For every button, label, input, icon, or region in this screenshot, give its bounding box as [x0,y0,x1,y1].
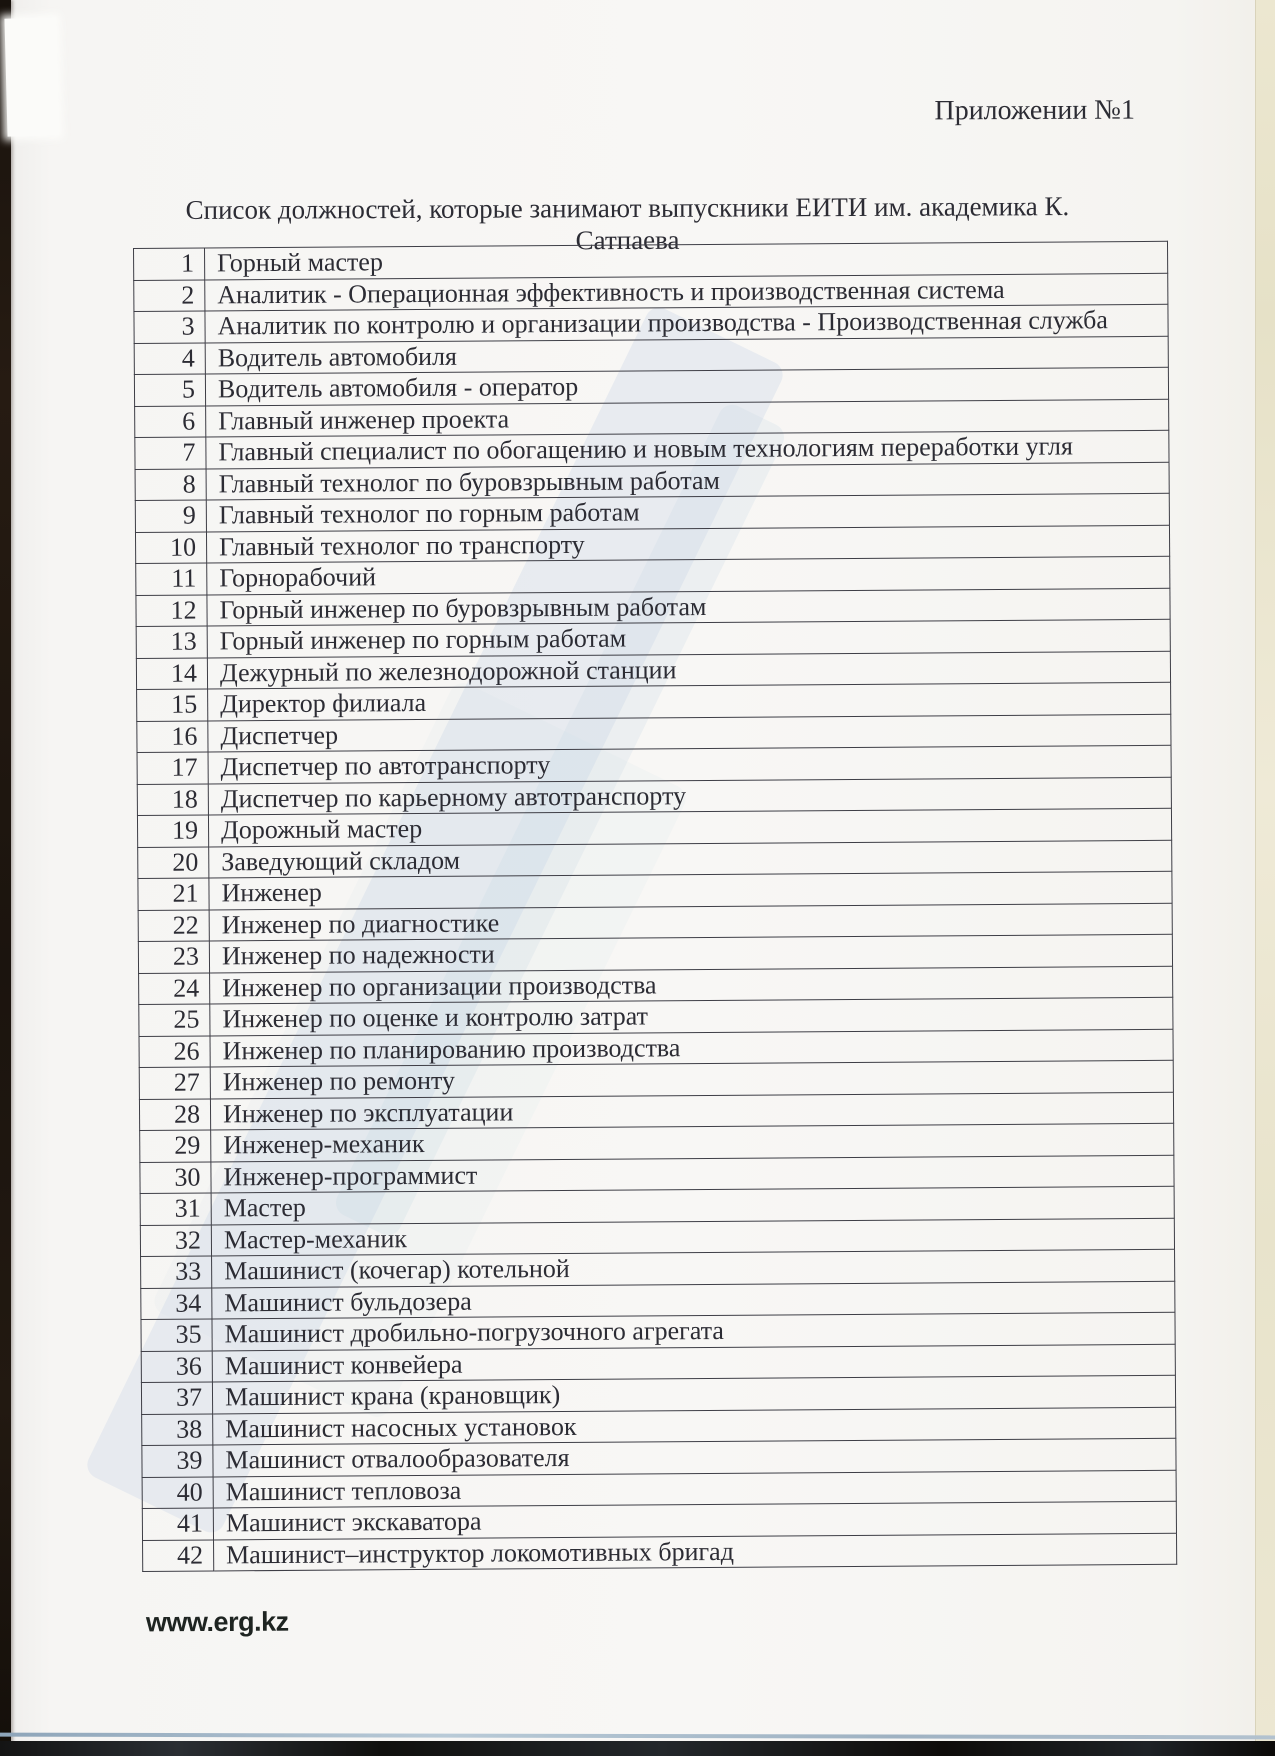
position-title-cell: Аналитик - Операционная эффективность и производственная система [205,273,1168,311]
position-title-cell: Машинист насосных установок [213,1407,1176,1445]
website-url: www.erg.kz [145,1606,289,1638]
position-title-cell: Главный инженер проекта [206,399,1169,437]
position-title-cell: Главный технолог по горным работам [206,493,1169,531]
row-number-cell: 35 [141,1319,212,1351]
position-title-cell: Диспетчер по карьерному автотранспорту [208,777,1171,815]
row-number-cell: 15 [137,689,208,721]
row-number-cell: 29 [140,1130,211,1162]
position-title-cell: Мастер-механик [211,1218,1174,1256]
row-number-cell: 16 [137,720,208,752]
row-number-cell: 12 [136,594,207,626]
row-number-cell: 18 [137,783,208,815]
position-title-cell: Машинист бульдозера [212,1281,1175,1319]
row-number-cell: 40 [142,1476,213,1508]
positions-table-body [134,241,1177,1571]
row-number-cell: 41 [142,1508,213,1540]
row-number-cell: 37 [141,1382,212,1414]
position-title-cell: Дорожный мастер [208,808,1171,846]
position-title-cell: Машинист–инструктор локомотивных бригад [214,1533,1177,1571]
position-title-cell: Машинист конвейера [212,1344,1175,1382]
row-number-cell: 20 [138,846,209,878]
row-number-cell: 26 [139,1035,210,1067]
row-number-cell: 11 [136,563,207,595]
position-title-cell: Водитель автомобиля [205,336,1168,374]
position-title-cell: Диспетчер по автотранспорту [208,745,1171,783]
position-title-cell: Инженер по планированию производства [210,1029,1173,1067]
row-number-cell: 28 [139,1098,210,1130]
position-title-cell: Инженер [209,871,1172,909]
row-number-cell: 2 [134,280,205,312]
scan-edge-right-strip [1255,0,1275,1756]
row-number-cell: 13 [136,626,207,658]
row-number-cell: 22 [138,909,209,941]
position-title-cell: Главный технолог по транспорту [206,525,1169,563]
row-number-cell: 14 [136,657,207,689]
position-title-cell: Главный технолог по буровзрывным работам [206,462,1169,500]
position-title-cell: Инженер-программист [211,1155,1174,1193]
row-number-cell: 23 [138,941,209,973]
position-title-cell: Машинист дробильно-погрузочного агрегата [212,1312,1175,1350]
row-number-cell: 6 [135,405,206,437]
position-title-cell: Заведующий складом [209,840,1172,878]
position-title-cell: Инженер-механик [211,1123,1174,1161]
position-title-cell: Горный инженер по буровзрывным работам [207,588,1170,626]
position-title-cell: Инженер по надежности [209,934,1172,972]
position-title-cell: Главный специалист по обогащению и новым технологиям переработки угля [206,430,1169,468]
row-number-cell: 25 [139,1004,210,1036]
appendix-label: Приложении №1 [934,94,1136,127]
row-number-cell: 10 [135,531,206,563]
row-number-cell: 36 [141,1350,212,1382]
scan-edge-left-strip [0,0,11,1756]
row-number-cell: 8 [135,468,206,500]
positions-table [133,241,1177,1572]
row-number-cell: 34 [141,1287,212,1319]
position-title-cell: Горный инженер по горным работам [207,619,1170,657]
position-title-cell: Инженер по диагностике [209,903,1172,941]
position-title-cell: Диспетчер [208,714,1171,752]
position-title-cell: Мастер [211,1186,1174,1224]
row-number-cell: 39 [142,1445,213,1477]
position-title-cell: Инженер по ремонту [210,1060,1173,1098]
row-number-cell: 1 [134,248,205,280]
row-number-cell: 21 [138,878,209,910]
row-number-cell: 17 [137,752,208,784]
document-title: Список должностей, которые занимают выпускники ЕИТИ им. академика К. Сатпаева [185,191,1070,256]
position-title-cell: Инженер по оценке и контролю затрат [210,997,1173,1035]
position-title-cell: Машинист крана (крановщик) [212,1375,1175,1413]
row-number-cell: 19 [137,815,208,847]
position-title-cell: Машинист (кочегар) котельной [212,1249,1175,1287]
row-number-cell: 27 [139,1067,210,1099]
row-number-cell: 32 [140,1224,211,1256]
position-title-cell: Инженер по эксплуатации [210,1092,1173,1130]
row-number-cell: 9 [135,500,206,532]
position-title-cell: Аналитик по контролю и организации производства - Производственная служба [205,304,1168,342]
row-number-cell: 30 [140,1161,211,1193]
position-title-cell: Горнорабочий [207,556,1170,594]
position-title-cell: Горный мастер [205,241,1168,279]
position-title-cell: Директор филиала [208,682,1171,720]
position-title-cell: Инженер по организации производства [210,966,1173,1004]
row-number-cell: 7 [135,437,206,469]
position-title-cell: Машинист тепловоза [213,1470,1176,1508]
scan-tape-patch [4,17,59,136]
position-title-cell: Машинист экскаватора [213,1501,1176,1539]
row-number-cell: 31 [140,1193,211,1225]
table-row [143,1533,1177,1572]
scan-edge-bottom-strip [0,1741,1275,1756]
row-number-cell: 3 [134,311,205,343]
row-number-cell: 33 [141,1256,212,1288]
row-number-cell: 42 [143,1539,214,1571]
row-number-cell: 24 [139,972,210,1004]
row-number-cell: 38 [142,1413,213,1445]
position-title-cell: Водитель автомобиля - оператор [205,367,1168,405]
row-number-cell: 4 [134,342,205,374]
row-number-cell: 5 [134,374,205,406]
position-title-cell: Дежурный по железнодорожной станции [207,651,1170,689]
position-title-cell: Машинист отвалообразователя [213,1438,1176,1476]
